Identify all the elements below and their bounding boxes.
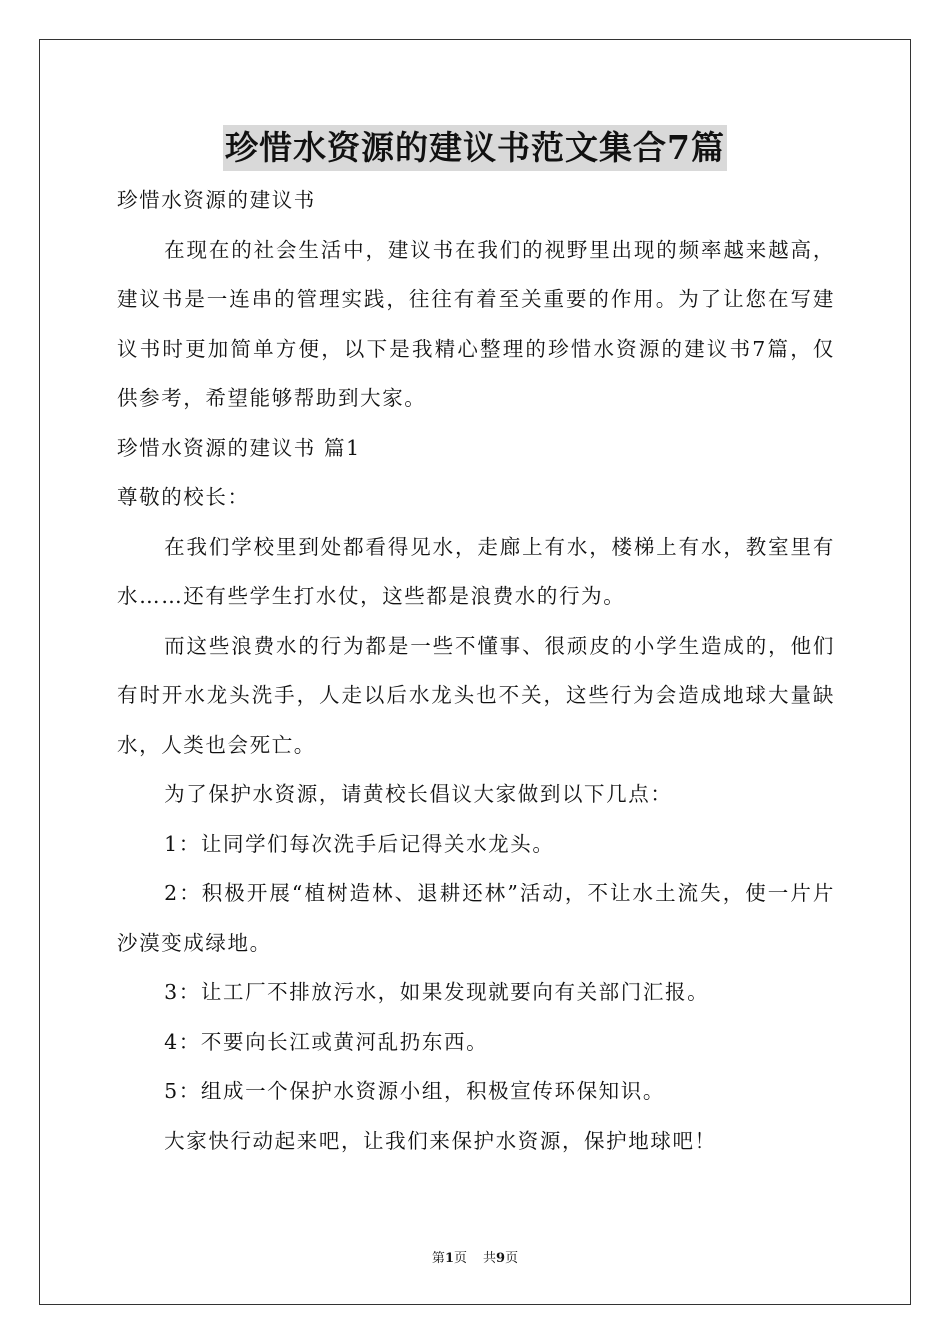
page-suffix: 页: [453, 1251, 467, 1266]
body-paragraph: 在我们学校里到处都看得见水，走廊上有水，楼梯上有水，教室里有水……还有些学生打水仗，这些都是浪费水的行为。: [117, 534, 835, 608]
document-title: 珍惜水资源的建议书范文集合7篇: [223, 125, 727, 171]
article-heading: 珍惜水资源的建议书 篇1: [117, 435, 361, 460]
list-item: 5：组成一个保护水资源小组，积极宣传环保知识。: [164, 1079, 665, 1103]
list-item: 2：积极开展“植树造林、退耕还林”活动，不让水土流失，使一片片沙漠变成绿地。: [117, 881, 835, 955]
total-prefix: 共: [483, 1251, 497, 1266]
intro-paragraph: 在现在的社会生活中，建议书在我们的视野里出现的频率越来越高，建议书是一连串的管理实践，往往有着至关重要的作用。为了让您在写建议书时更加简单方便，以下是我精心整理的珍惜水资源的建议书7篇，仅供参考，希望能够帮助到大家。: [117, 237, 835, 410]
title-container: [0, 125, 950, 171]
page-footer: [0, 1247, 950, 1266]
list-item: 3：让工厂不排放污水，如果发现就要向有关部门汇报。: [164, 980, 710, 1004]
list-item: 4：不要向长江或黄河乱扔东西。: [164, 1029, 489, 1054]
list-item: 1：让同学们每次洗手后记得关水龙头。: [164, 831, 555, 856]
body-paragraph: 而这些浪费水的行为都是一些不懂事、很顽皮的小学生造成的，他们有时开水龙头洗手，人走以后水龙头也不关，这些行为会造成地球大量缺水，人类也会死亡。: [117, 633, 835, 757]
document-body: [117, 176, 835, 1166]
total-suffix: 页: [505, 1251, 519, 1266]
section-heading: 珍惜水资源的建议书: [117, 188, 316, 212]
total-pages-number: 9: [496, 1251, 506, 1266]
body-paragraph: 为了保护水资源，请黄校长倡议大家做到以下几点：: [164, 782, 673, 806]
closing-paragraph: 大家快行动起来吧，让我们来保护水资源，保护地球吧！: [164, 1128, 717, 1153]
page-prefix: 第: [431, 1251, 445, 1266]
current-page-number: 1: [444, 1251, 454, 1266]
salutation: 尊敬的校长：: [117, 485, 250, 509]
